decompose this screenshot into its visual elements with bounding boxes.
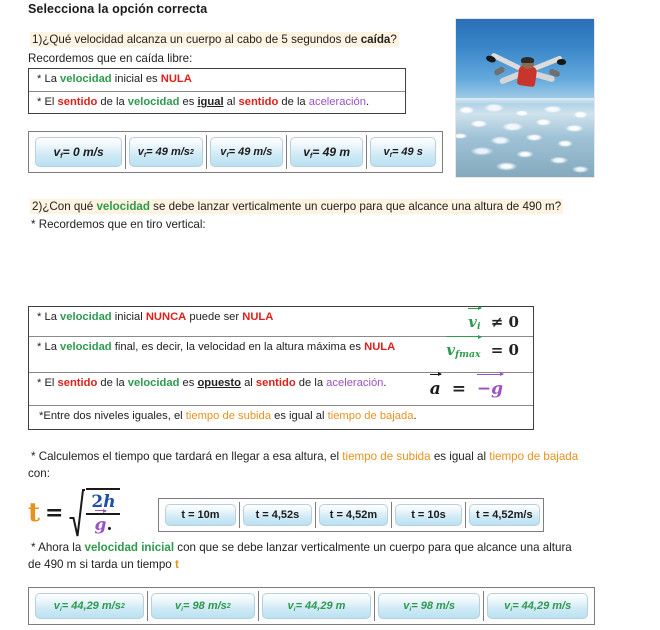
keyword-velocidad-inicial: velocidad inicial	[84, 541, 175, 554]
text: .	[365, 96, 370, 108]
skydiver-figure	[486, 44, 566, 101]
final-options[interactable]	[28, 587, 595, 625]
numerator-variable: h	[103, 491, 116, 512]
option-subscript: f	[143, 152, 147, 159]
formula-rest: = 0	[490, 340, 519, 359]
time-option-button-1[interactable]: t = 10m	[165, 504, 236, 526]
final-option-button-5[interactable]: $v_i$ = 44,29 m/s	[487, 593, 588, 619]
text: al	[223, 96, 239, 108]
text: .	[383, 377, 387, 389]
final-option-button-1[interactable]: $v_i$ = 44,29 m/s 2	[35, 593, 144, 619]
option-subscript: f	[226, 152, 229, 159]
text: es igual al	[271, 410, 328, 422]
option-cell[interactable]	[32, 591, 148, 621]
keyword-nula: NULA	[364, 341, 396, 353]
final-sentence-line2	[28, 558, 179, 571]
question-2-number: 2)	[32, 200, 43, 213]
text: .	[413, 410, 417, 422]
fact-row	[29, 337, 533, 373]
option-subscript: i	[293, 606, 296, 613]
final-option-button-3[interactable]: $v_i$ = 44,29 m	[262, 593, 371, 619]
question-1-number: 1)	[32, 33, 43, 46]
formula-equals: =	[45, 500, 64, 526]
bullet: *	[37, 73, 42, 85]
option-label: = 49 m	[312, 145, 351, 159]
text: de 490 m si tarda un tiempo	[28, 558, 175, 571]
option-label: = 44,29 m/s	[512, 600, 572, 612]
keyword-tiempo-bajada: tiempo de bajada	[327, 410, 414, 422]
option-cell[interactable]	[466, 502, 540, 528]
text: es	[179, 377, 198, 389]
option-label: = 49 m/s	[146, 146, 190, 158]
text: El	[44, 377, 58, 389]
text: es igual al	[430, 450, 490, 463]
formula-a-equals-minus-g	[430, 379, 503, 399]
bullet: *	[39, 410, 44, 422]
text: inicial	[111, 311, 146, 323]
text: es	[179, 96, 198, 108]
formula-sub: fmax	[455, 348, 481, 360]
variable-t: t	[174, 558, 179, 571]
cloud-layer	[455, 101, 595, 177]
keyword-velocidad: velocidad	[60, 73, 112, 85]
question-2-text	[30, 200, 563, 213]
fraction-denominator	[92, 516, 116, 536]
final-option-button-4[interactable]: $v_i$ = 98 m/s	[378, 593, 481, 619]
keyword-igual: igual	[197, 96, 224, 108]
option-subscript: f	[309, 151, 313, 160]
formula-vfmax-zero	[446, 341, 519, 359]
keyword-sentido: sentido	[255, 377, 296, 389]
keyword-tiempo-bajada: tiempo de bajada	[489, 450, 579, 463]
text: final, es decir, la velocidad en la altura máxima es	[111, 341, 365, 353]
option-button-5[interactable]: $v_f$ = 49 s	[370, 137, 436, 167]
fraction	[86, 488, 120, 538]
text: La	[44, 341, 61, 353]
helmet	[521, 57, 535, 63]
option-label: = 44,29 m	[295, 600, 346, 612]
keyword-nula: NULA	[242, 311, 274, 323]
formula-rest: ≠ 0	[490, 312, 519, 331]
text: de la	[97, 96, 128, 108]
vertical-throw-facts-table	[28, 306, 534, 430]
option-subscript: f	[389, 152, 392, 159]
calc-sentence-line1	[31, 450, 578, 463]
denominator-dot: .	[106, 514, 113, 535]
time-formula	[28, 488, 120, 538]
right-glove	[557, 59, 567, 65]
question-1-keyword: caída	[360, 33, 391, 46]
final-option-button-2[interactable]: $v_i$ = 98 m/s 2	[151, 593, 256, 619]
text: de la	[97, 377, 128, 389]
bullet: *	[31, 450, 36, 463]
keyword-sentido: sentido	[238, 96, 279, 108]
option-cell[interactable]	[32, 135, 126, 169]
option-cell[interactable]	[392, 502, 466, 528]
page-title: Selecciona la opción correcta	[28, 2, 208, 16]
free-fall-facts-table	[28, 68, 406, 114]
keyword-velocidad: velocidad	[127, 96, 180, 108]
fact-row	[29, 406, 533, 429]
option-cell[interactable]	[207, 135, 287, 169]
formula-equals: =	[451, 379, 466, 399]
text: puede ser	[186, 311, 243, 323]
question-2-intro	[31, 218, 206, 231]
option-label: = 0 m/s	[62, 145, 104, 159]
formula-a: a	[429, 379, 441, 399]
formula-vi-not-zero	[468, 313, 519, 331]
option-subscript: i	[181, 606, 184, 613]
final-sentence-line1	[31, 541, 572, 554]
option-cell[interactable]	[148, 591, 260, 621]
bullet: *	[31, 541, 36, 554]
keyword-sentido: sentido	[57, 96, 98, 108]
radical	[69, 488, 120, 538]
formula-var: v	[446, 340, 456, 359]
option-exponent: 2	[189, 148, 194, 156]
time-option-button-5[interactable]: t = 4,52m/s	[469, 504, 540, 526]
keyword-nunca: NUNCA	[145, 311, 187, 323]
keyword-aceleracion: aceleración	[326, 377, 384, 389]
text: inicial es	[111, 73, 161, 85]
text: El	[44, 96, 58, 108]
keyword-velocidad: velocidad	[60, 341, 112, 353]
option-cell[interactable]	[287, 135, 367, 169]
text: de la	[278, 96, 309, 108]
numerator-coefficient: 2	[91, 491, 104, 512]
option-button-4[interactable]: $v_f$ = 49 m	[290, 137, 363, 167]
time-option-button-4[interactable]: t = 10s	[395, 504, 462, 526]
skydiver-photo	[455, 18, 595, 178]
option-cell[interactable]	[484, 591, 591, 621]
fact-row	[29, 92, 405, 115]
option-label: = 98 m/s	[183, 600, 227, 612]
question-1-text	[30, 33, 399, 46]
text: Ahora la	[35, 541, 85, 554]
question-1-options[interactable]	[28, 131, 443, 173]
keyword-velocidad: velocidad	[127, 377, 180, 389]
option-exponent: 2	[226, 602, 231, 610]
option-cell[interactable]	[375, 591, 485, 621]
keyword-aceleracion: aceleración	[308, 96, 366, 108]
option-subscript: i	[510, 606, 513, 613]
bullet: *	[37, 377, 42, 389]
question-2-body: ¿Con qué	[42, 200, 97, 213]
fact-row	[29, 69, 405, 92]
keyword-nula: NULA	[160, 73, 192, 85]
option-label: = 49 s	[391, 146, 423, 158]
text: Entre dos niveles iguales, el	[43, 410, 186, 422]
formula-var: v	[468, 312, 477, 331]
formula-t-variable: t	[28, 498, 41, 528]
option-subscript: i	[409, 606, 412, 613]
fact-row	[29, 307, 533, 337]
option-cell[interactable]	[259, 591, 375, 621]
bullet: *	[37, 96, 42, 108]
text: Calculemos el tiempo que tardará en llegar a esa altura, el	[35, 450, 343, 463]
option-cell[interactable]	[126, 135, 206, 169]
keyword-tiempo-subida: tiempo de subida	[342, 450, 431, 463]
keyword-velocidad: velocidad	[96, 200, 150, 213]
text: con que se debe lanzar verticalmente un cuerpo para que alcance una altura	[174, 541, 572, 554]
option-label: = 44,29 m/s	[61, 600, 121, 612]
text: La	[44, 311, 61, 323]
bullet: *	[37, 341, 42, 353]
question-1-tail: ?	[390, 33, 397, 46]
question-2-tail: se debe lanzar verticalmente un cuerpo para que alcance una altura de 490 m?	[149, 200, 562, 213]
option-cell[interactable]	[367, 135, 439, 169]
left-boot	[494, 66, 507, 77]
option-subscript: i	[59, 606, 62, 613]
time-options[interactable]	[158, 498, 544, 532]
formula-g: −g	[476, 379, 503, 399]
text: La	[44, 73, 61, 85]
text: al	[240, 377, 256, 389]
option-subscript: f	[60, 151, 63, 160]
option-cell[interactable]	[316, 502, 392, 528]
question-1-intro: Recordemos que en caída libre:	[28, 52, 193, 65]
time-option-button-3[interactable]: t = 4,52m	[319, 504, 388, 526]
calc-sentence-line2: con:	[28, 467, 50, 480]
bullet: *	[31, 218, 36, 231]
denominator-variable: g	[94, 514, 107, 535]
option-label: = 98 m/s	[411, 600, 455, 612]
keyword-sentido: sentido	[57, 377, 98, 389]
option-label: = 49 m/s	[228, 146, 273, 158]
option-button-3[interactable]: $v_f$ = 49 m/s	[210, 137, 283, 167]
keyword-opuesto: opuesto	[197, 377, 241, 389]
fact-row	[29, 373, 533, 406]
formula-sub: i	[476, 320, 481, 332]
intro-text: Recordemos que en tiro vertical:	[35, 218, 206, 231]
bullet: *	[37, 311, 42, 323]
keyword-velocidad: velocidad	[60, 311, 112, 323]
question-1-body: ¿Qué velocidad alcanza un cuerpo al cabo de 5 segundos de	[42, 33, 361, 46]
square-root-icon	[69, 488, 85, 538]
text: de la	[295, 377, 327, 389]
option-exponent: 2	[120, 602, 125, 610]
option-button-2[interactable]: $v_f$ = 49 m/s 2	[129, 137, 202, 167]
option-cell[interactable]	[240, 502, 316, 528]
keyword-tiempo-subida: tiempo de subida	[185, 410, 271, 422]
option-cell[interactable]	[162, 502, 240, 528]
option-button-1[interactable]: $v_f$ = 0 m/s	[35, 137, 122, 167]
time-option-button-2[interactable]: t = 4,52s	[243, 504, 312, 526]
